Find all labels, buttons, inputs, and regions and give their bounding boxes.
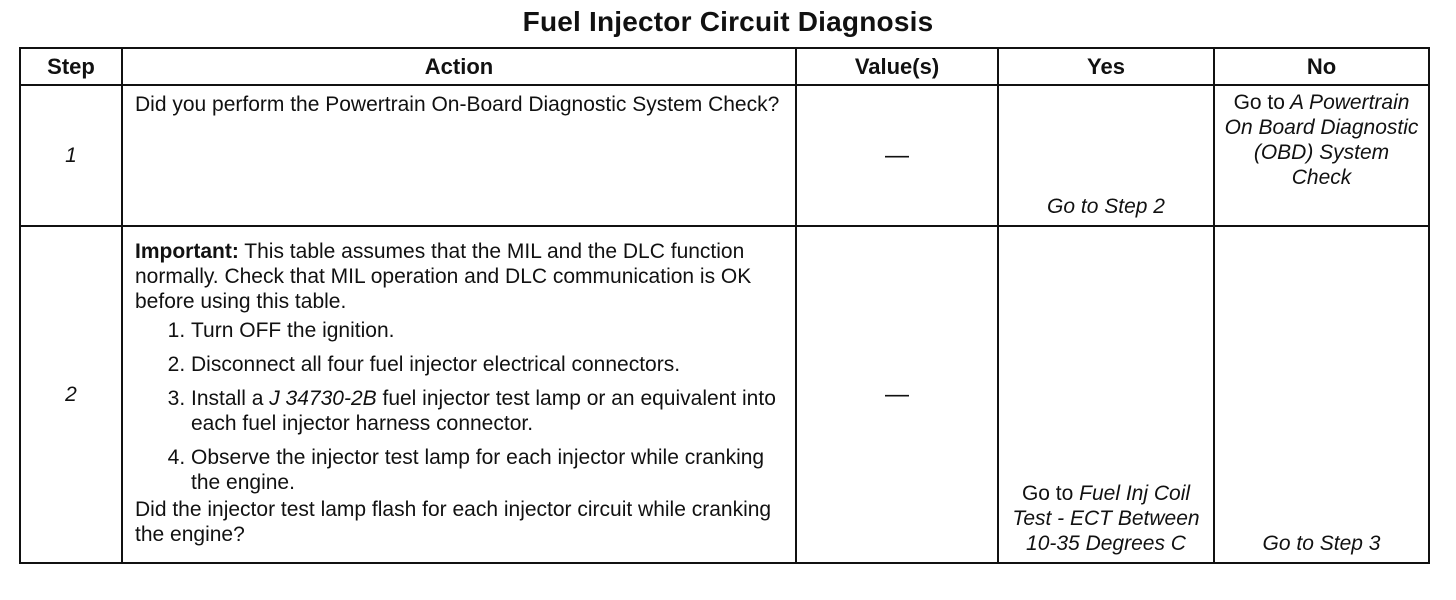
header-step: Step — [20, 48, 122, 85]
step3-post: fuel injector test lamp or an equivalent into each fuel injector harness connector. — [191, 387, 776, 435]
important-note — [135, 239, 783, 314]
table-header-row — [20, 48, 1429, 85]
value-cell: — — [796, 85, 998, 226]
list-item: 4. Observe the injector test lamp for each injector while cranking the engine. — [191, 445, 783, 495]
important-text: This table assumes that the MIL and the DLC function normally. Check that MIL operation and DLC communication is OK before using this table. — [135, 240, 752, 313]
step-number: 2 — [20, 226, 122, 563]
yes-link[interactable]: Fuel Inj Coil Test - ECT Between 10-35 Degrees C — [1012, 482, 1200, 555]
table-row — [20, 226, 1429, 563]
tool-ref: J 34730-2B — [269, 387, 377, 410]
list-item — [191, 386, 783, 436]
page-title: Fuel Injector Circuit Diagnosis — [522, 6, 934, 37]
no-cell: Go to Step 3 — [1214, 226, 1429, 563]
list-item: 2. Disconnect all four fuel injector electrical connectors. — [191, 352, 783, 377]
header-no: No — [1214, 48, 1429, 85]
no-prefix: Go to — [1233, 91, 1285, 114]
header-values: Value(s) — [796, 48, 998, 85]
no-cell — [1214, 85, 1429, 226]
action-cell: Did you perform the Powertrain On-Board Diagnostic System Check? — [122, 85, 796, 226]
yes-prefix: Go to — [1021, 482, 1074, 505]
list-item: 1. Turn OFF the ignition. — [191, 318, 783, 343]
header-yes: Yes — [998, 48, 1214, 85]
important-label: Important: — [135, 240, 239, 263]
question-text: Did the injector test lamp flash for each injector circuit while cranking the engine? — [135, 498, 772, 546]
no-link[interactable]: A Powertrain On Board Diagnostic (OBD) System Check — [1224, 91, 1419, 189]
procedure-list — [135, 318, 783, 495]
diagnosis-table — [19, 47, 1430, 564]
header-action: Action — [122, 48, 796, 85]
action-cell — [122, 226, 796, 563]
yes-cell: Go to Step 2 — [998, 85, 1214, 226]
value-cell: — — [796, 226, 998, 563]
yes-cell — [998, 226, 1214, 563]
step-number: 1 — [20, 85, 122, 226]
step3-pre: Install a — [191, 387, 264, 410]
table-row — [20, 85, 1429, 226]
